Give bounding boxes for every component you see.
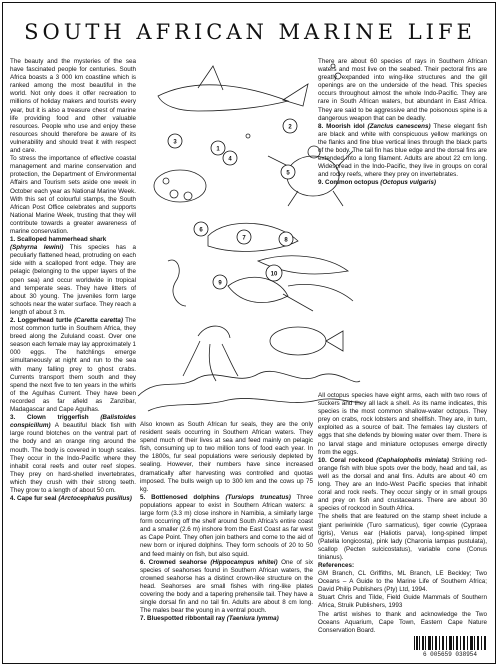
species-entry-10: 10. Coral rockcod (Cephalopholis miniata) Striking red-orange fish with blue spots over the body, head and tail, as well as the dorsal and anal fins. Adults are about 40 cm long. They are an Indo-West Pacific species that inhabit coral and rock reefs. They occur singly or in small groups and prey on fish and crustaceans. There are about 30 species of rockcod in South Africa. [318,456,487,513]
species-entry-4-cont: Also known as South African fur seals, they are the only resident seals occurring in Southern African waters. They spend much of their lives at sea and feed mainly on pelagic fish, consuming up to two million tons of food each year. In the 1800s, fur seal populations were seriously depleted by sealing. However, their numbers have since increased dramatically after harvesting was controlled and quotas imposed. The bulls weigh up to 300 km and the cows up 75 kg. [140,421,313,493]
svg-text:10: 10 [270,271,278,278]
references-heading: References: [318,561,355,569]
reference-2: Stuart Chris and Tilde, Field Guide Mammals of Southern Africa, Struik Publishers, 1993 [318,594,487,610]
species-entry-3: 3. Clown triggerfish (Balistoides conspicillum) A beautiful black fish with large round blotches on the ventral part of the body and an orange ring around the mouth. The body is covered in tough scales. They occur in the Indo-Pacific where they inhabit coral reefs and outer reef slopes. They prey on hard-shelled invertebrates, which they crush with their strong teeth. They grow to a length of about 50 cm. [10,414,137,494]
barcode-bars [412,636,488,650]
badge-9 [213,275,227,289]
page-title: SOUTH AFRICAN MARINE LIFE [24,20,476,44]
species-entry-9-cont: All octopus species have eight arms, each with two rows of suckers and they all lack a shell. As its name indicates, this species is the most common shallow-water octopus. They prey on crabs, rock lobsters and shellfish. They are, in turn, exploited as a source of bait. The females lay clusters of eggs that she defends by blowing water over them. There is no larval stage and miniature octopuses emerge directly from the eggs. [318,392,487,456]
badge-7 [237,230,251,244]
ray-drawing [228,277,313,311]
species-entry-5: 5. Bottlenosed dolphins (Tursiops truncatus) Three populations appear to exist in Southern African waters: a large form (3.3 m) close inshore in Namibia, a similarly large form occurring off the shelf around South Africa's entire coast and a smaller (2.6 m) inshore from the East Coast as far west as Cape Point. They often join bathers and come to the aid of new born or injured dolphins. They form schools of 20 to 50 and feed mainly on fish, but also squid. [140,493,314,558]
shells-paragraph: The shells that are featured on the stamp sheet include a giant periwinkle (Turo sarmaticus), tiger cowrie (Cypraea tigris), Venus ear (Haliotis parva), long-spined limpet (Patella longicosta), pink lady (Charonia lampas pustulata), scallop (Pecten sulcicostatus), variable cone (Conus tinianus). [318,513,487,561]
badge-1 [211,141,225,155]
intro-paragraph: The beauty and the mysteries of the sea have fascinated people for centuries. South Africa boasts a 3 000 km coastline which is ranked among the most beautiful in the world. Not only does it offer recreation to millions of holiday makers and tourists every year, but it is also a treasure chest of marine life providing food and other valuable resources. People who use and enjoy these resources should therefore be aware of its vulnerability and should treat it with respect and care. [10,58,136,155]
svg-text:8: 8 [284,237,288,244]
badge-3 [168,134,182,148]
svg-text:6: 6 [199,227,203,234]
badge-2 [283,119,297,133]
badge-5 [281,165,295,179]
middle-column [140,421,313,661]
species-entry-7-start: 7. Bluespotted ribbontail ray (Taeniura lymma) [140,615,279,623]
svg-text:2: 2 [288,124,292,131]
species-entry-7-cont: There are about 60 species of rays in Southern African waters and most live on the seabed. Their pectoral fins are greatly expanded into wing-like structures and the gill openings are on the underside of the head. This species occurs throughout almost the whole Indo-Pacific. They are rare in South African waters, but abundant in East Africa. They are said to be aggressive and the poisonous spine is a dangerous weapon that can be deadly. [318,58,487,122]
species-entry-9-start: 9. Common octopus (Octopus vulgaris) [318,179,436,187]
badge-8 [279,232,293,246]
species-entry-2: 2. Loggerhead turtle (Caretta caretta) The most common turtle in Southern Africa, they breed along the Zululand coast. Over one season each female may lay approximately 1 000 eggs. The hatchlings emerge simultaneously at night and run to the sea with many falling prey to ghost crabs. Currents transport them south and they spend the next five to ten years in the whirls of the Agulhas Current. They have been recorded as far afield as Zanzibar, Madagascar and Cape Agulhas. [10,317,137,414]
species-entry-6: 6. Crowned seahorse (Hippocampus whitei) One of six species of seahorses found in Southern African waters, the crowned seahorse has a distinct crown-like structure on the head. Seahorses are small fishes with ring-like plates covering the body and a tapering prehensile tail. They have a single dorsal fin and no tail fin. Adults are about 8 cm long. The males bear the young in a ventral pouch. [140,558,313,615]
species-entry-1: 1. Scalloped hammerhead shark (Sphyrna lewini) This species has a peculiarly flattened head, protruding on each side with a scalloped front edge. They are pelagic (belonging to the upper layers of the open sea) and occur worldwide in tropical and temperate seas. They have litters of about 30 young. The juveniles form large schools near the water surface. They reach a length of about 3 m. [10,236,137,316]
species-entry-8: 8. Moorish idol (Zanclus canescens) These elegant fish are black and white with conspicuous yellow markings on the flanks and fine blue vertical lines through the black parts of the body. The tail fin has blue edge and the dorsal fins are extended into a long filament. Adults are about 22 cm long. Widespread in the Indo-Pacific, they live in groups on coral and rocky reefs, where they prey on invertebrates. [318,122,488,179]
badge-4 [223,151,237,165]
left-column [10,58,136,658]
svg-text:3: 3 [173,139,177,146]
svg-text:7: 7 [242,235,246,242]
reference-1: GM Branch, CL Griffiths, ML Branch, LE Beckley; Two Oceans – A Guide to the Marine Life of Southern Africa; David Philip Publishers (Pty) Ltd, 1994. [318,570,487,594]
badge-10 [266,265,282,281]
hammerhead-shark-drawing [158,85,288,111]
barcode [412,636,488,658]
badge-6 [194,222,208,236]
intro-paragraph-2: To stress the importance of effective coastal management and marine conservation and protection, the Department of Environmental Affairs and Tourism sets aside one week in October each year as National Marine Week. With this set of colourful stamps, the South African Post Office celebrates and supports National Marine Week, trusting that they will contribute towards a greater awareness of marine conservation. [10,155,136,235]
seahorse-drawing [168,260,186,306]
barcode-number: 6 005659 038954 [422,651,477,658]
octopus-drawing [183,326,238,381]
triggerfish-drawing [154,170,206,202]
svg-text:4: 4 [228,156,232,163]
svg-text:1: 1 [216,146,220,153]
acknowledgement: The artist wishes to thank and acknowledge the Two Oceans Aquarium, Cape Town, Eastern Cape Nature Conservation Board. [318,610,487,634]
svg-text:9: 9 [218,280,222,287]
svg-text:5: 5 [286,170,290,177]
right-bottom-column [318,392,487,634]
species-entry-4-start: 4. Cape fur seal (Arctocephalus pusillus) [10,495,132,503]
